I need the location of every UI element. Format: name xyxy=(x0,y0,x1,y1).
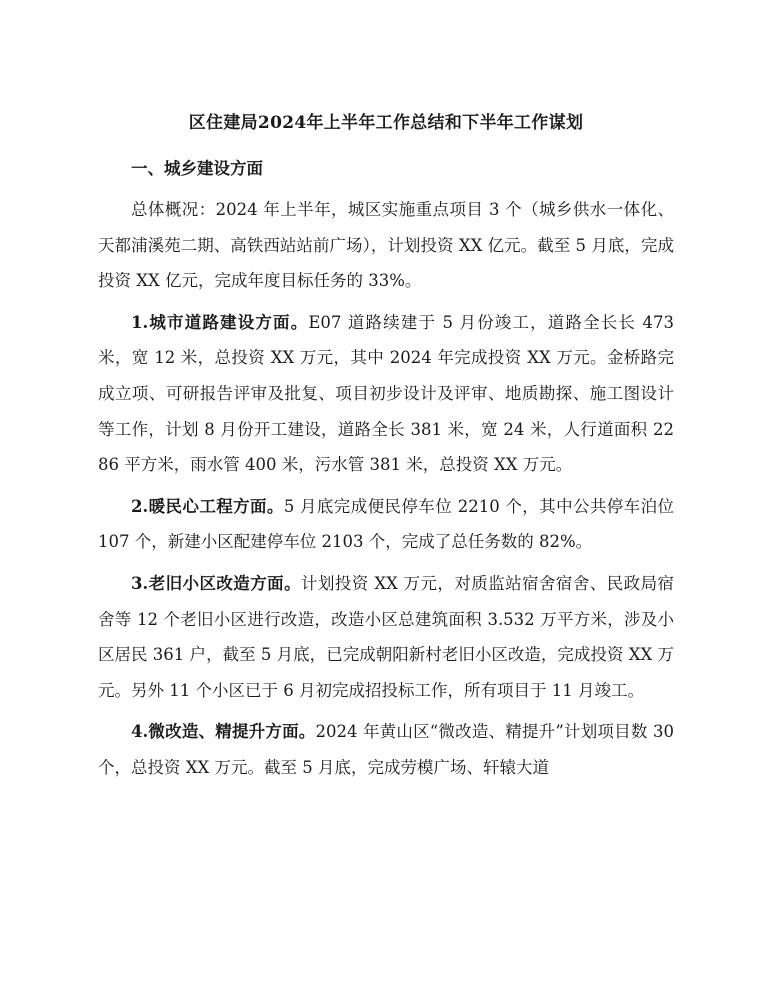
paragraph-text: 2024 年黄山区“微改造、精提升”计划项目数 30 个，总投资 XX 万元。截至 5 月底，完成劳模广场、轩辕大道 xyxy=(98,722,674,777)
paragraph-road-construction xyxy=(98,305,674,483)
paragraph-lead: 2.暖民心工程方面。 xyxy=(131,496,284,516)
paragraph-lead: 4.微改造、精提升方面。 xyxy=(131,722,316,742)
paragraph-lead: 1.城市道路建设方面。 xyxy=(131,312,309,332)
paragraph-overview xyxy=(98,192,674,299)
paragraph-text: 总体概况：2024 年上半年，城区实施重点项目 3 个（城乡供水一体化、天都浦溪苑二期、高铁西站站前广场），计划投资 XX 亿元。截至 5 月底，完成投资 XX 亿元，完成年度目标任务的 33%。 xyxy=(98,200,674,291)
document-page xyxy=(98,108,674,792)
document-title: 区住建局2024年上半年工作总结和下半年工作谋划 xyxy=(188,113,584,133)
paragraph-micro-renovation xyxy=(98,714,674,785)
paragraph-text: 5 月底完成便民停车位 2210 个，其中公共停车泊位 107 个，新建小区配建停车位 2103 个，完成了总任务数的 82%。 xyxy=(98,496,674,552)
paragraph-old-community-renovation xyxy=(98,566,674,708)
paragraph-text: E07 道路续建于 5 月份竣工，道路全长长 473 米，宽 12 米，总投资 XX 万元，其中 2024 年完成投资 XX 万元。金桥路完成立项、可研报告评审及批复、项目初步设计及评审、地质勘探、施工图设计等工作，计划 8 月份开工建设，道路全长 381 米，宽 24 米，人行道面积 2286 平方米，雨水管 400 米，污水管 381 米，总投资 XX 万元。 xyxy=(98,312,674,475)
paragraph-lead: 3.老旧小区改造方面。 xyxy=(131,573,302,593)
paragraph-text: 计划投资 XX 万元，对质监站宿舍宿舍、民政局宿舍等 12 个老旧小区进行改造，改造小区总建筑面积 3.532 万平方米，涉及小区居民 361 户，截至 5 月底，已完成朝阳新村老旧小区改造，完成投资 XX 万元。另外 11 个小区已于 6 月初完成招投标工作，所有项目于 11 月竣工。 xyxy=(98,573,674,700)
section-heading: 一、城乡建设方面 xyxy=(131,159,263,178)
paragraph-livelihood-project xyxy=(98,489,674,560)
